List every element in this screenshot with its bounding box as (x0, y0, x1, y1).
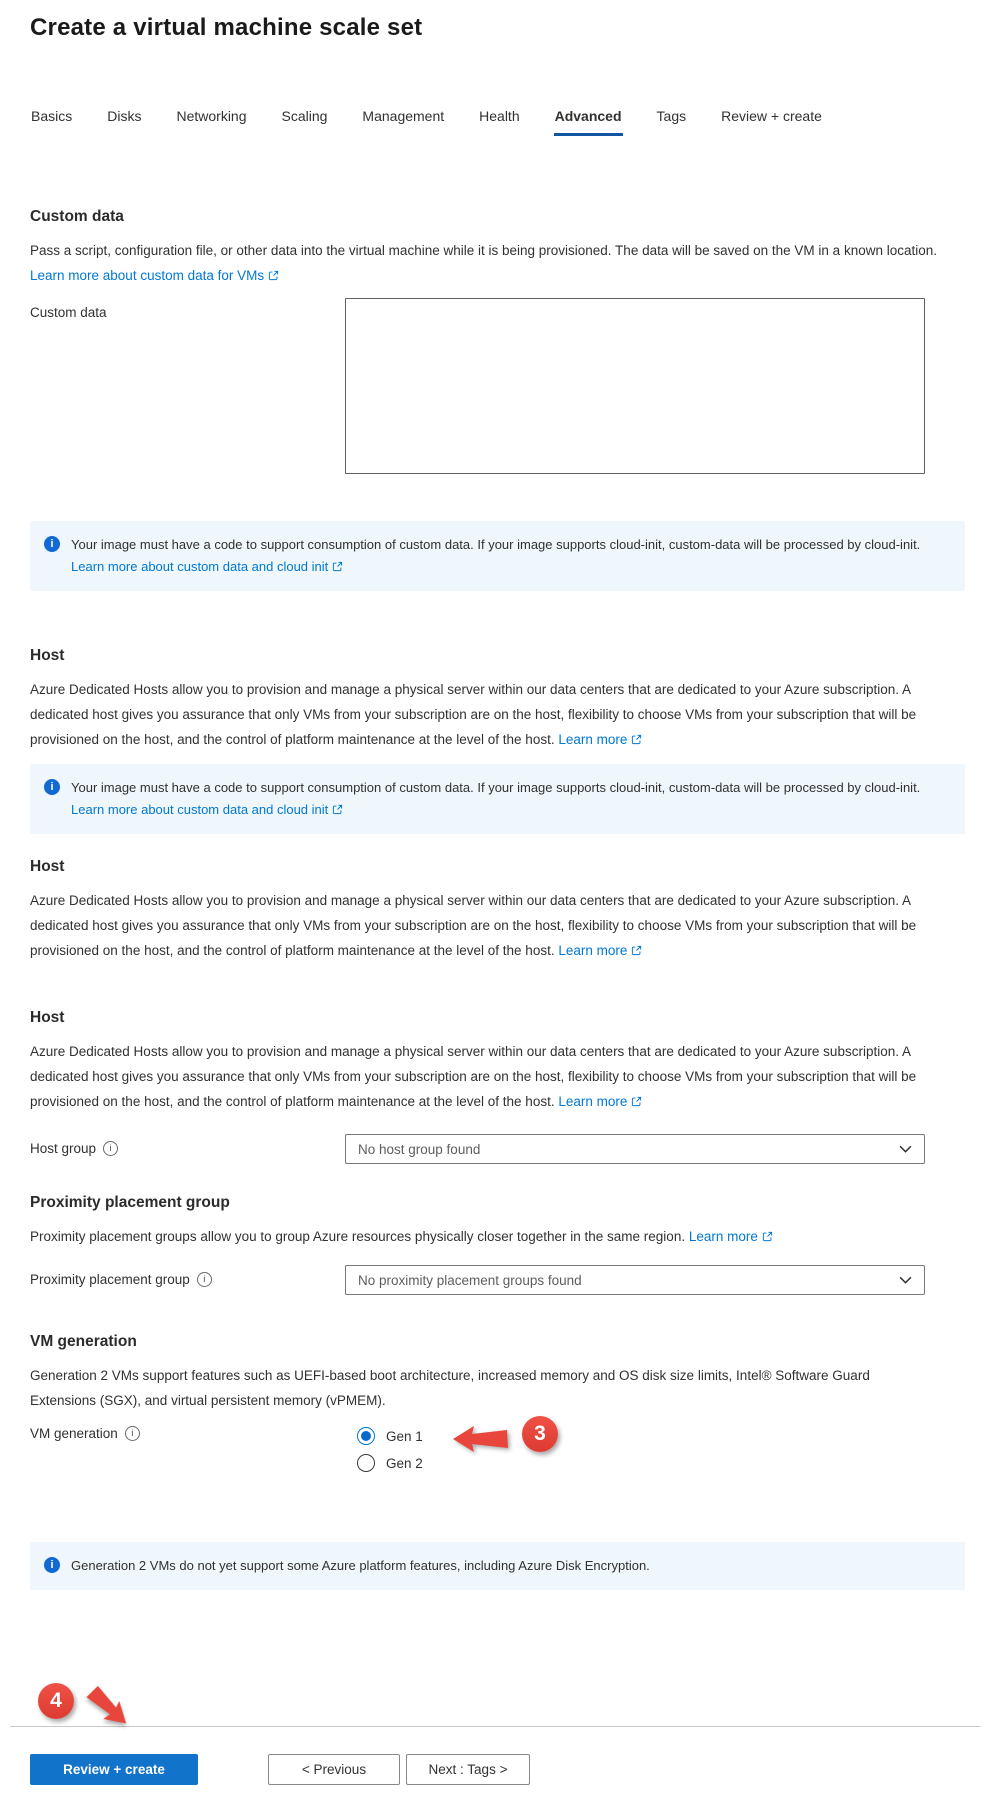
host-description-text: Azure Dedicated Hosts allow you to provision and manage a physical server within our data centers that are dedicated to your Azure subscription. A dedicated host gives you assurance that only VMs from your subscription are on the host, flexibility to choose VMs from your subscription that will be provisioned on the host, and the control of platform maintenance at the level of the host. (30, 1044, 917, 1109)
cloudinit-learn-more-link[interactable] (71, 559, 343, 574)
tab-disks[interactable]: Disks (107, 108, 142, 124)
custom-data-heading: Custom data (30, 208, 124, 225)
radio-gen2[interactable] (357, 1454, 925, 1472)
external-link-icon (631, 945, 642, 956)
host-description-2 (30, 888, 938, 963)
tab-scaling[interactable]: Scaling (281, 108, 328, 124)
annotation-step-3-badge: 3 (522, 1416, 558, 1452)
field-label-text: Custom data (30, 305, 107, 320)
radio-label: Gen 1 (386, 1428, 423, 1444)
banner-text: Generation 2 VMs do not yet support some Azure platform features, including Azure Disk Encryption. (71, 1558, 650, 1573)
tab-management[interactable]: Management (362, 108, 445, 124)
page-title: Create a virtual machine scale set (30, 14, 423, 41)
custom-data-description (30, 238, 938, 288)
field-label-text: VM generation (30, 1426, 118, 1441)
info-icon[interactable]: i (197, 1272, 212, 1287)
info-icon[interactable]: i (103, 1141, 118, 1156)
custom-data-description-text: Pass a script, configuration file, or other data into the virtual machine while it is being provisioned. The data will be saved on the VM in a known location. (30, 243, 937, 258)
link-label: Learn more (558, 732, 628, 747)
host-group-field-row (30, 1134, 965, 1164)
chevron-down-icon (899, 1145, 912, 1154)
previous-button[interactable]: < Previous (268, 1754, 400, 1785)
link-label: Learn more (688, 1229, 758, 1244)
banner-text-content: Your image must have a code to support consumption of custom data. If your image supports cloud-init, custom-data will be processed by cloud-init. (71, 780, 921, 795)
tab-health[interactable]: Health (479, 108, 520, 124)
proximity-description (30, 1224, 938, 1249)
cloudinit-info-banner-2 (30, 764, 965, 834)
host-group-label (30, 1134, 345, 1156)
external-link-icon (631, 734, 642, 745)
external-link-icon (332, 804, 343, 815)
radio-circle-selected-icon (357, 1427, 375, 1445)
cloudinit-learn-more-link-2[interactable] (71, 802, 343, 817)
field-label-text: Host group (30, 1141, 97, 1156)
info-icon: i (44, 779, 60, 795)
radio-label: Gen 2 (386, 1455, 423, 1471)
generation-info-banner (30, 1542, 965, 1590)
host-learn-more-link-1[interactable] (558, 732, 642, 747)
footer-buttons (30, 1754, 530, 1785)
link-label: Learn more about custom data for VMs (30, 268, 265, 283)
host-learn-more-link-2[interactable] (558, 943, 642, 958)
banner-text (71, 777, 931, 821)
tab-basics[interactable]: Basics (31, 108, 73, 124)
vm-generation-label (30, 1423, 345, 1441)
host-heading-1: Host (30, 647, 65, 664)
host-description-text: Azure Dedicated Hosts allow you to provision and manage a physical server within our data centers that are dedicated to your Azure subscription. A dedicated host gives you assurance that only VMs from your subscription are on the host, flexibility to choose VMs from your subscription that will be provisioned on the host, and the control of platform maintenance at the level of the host. (30, 893, 917, 958)
custom-data-field-label (30, 298, 345, 320)
chevron-down-icon (899, 1276, 912, 1285)
tab-tags[interactable]: Tags (656, 108, 687, 124)
proximity-learn-more-link[interactable] (689, 1229, 773, 1244)
custom-data-learn-more-link[interactable] (30, 268, 279, 283)
link-label: Learn more (558, 1094, 628, 1109)
external-link-icon (762, 1231, 773, 1242)
cloudinit-info-banner (30, 521, 965, 591)
vm-generation-heading: VM generation (30, 1333, 137, 1350)
vm-generation-description: Generation 2 VMs support features such as UEFI-based boot architecture, increased memory and OS disk size limits, Intel® Software Guard Extensions (SGX), and virtual persistent memory (vPMEM). (30, 1368, 870, 1408)
proximity-label (30, 1265, 345, 1287)
proximity-field-row (30, 1265, 965, 1295)
field-label-text: Proximity placement group (30, 1272, 190, 1287)
external-link-icon (268, 270, 279, 281)
info-icon: i (44, 1557, 60, 1573)
info-icon[interactable]: i (125, 1426, 140, 1441)
banner-text (71, 534, 931, 578)
footer-divider (10, 1726, 980, 1727)
proximity-heading: Proximity placement group (30, 1194, 230, 1211)
vm-generation-field-row (30, 1423, 965, 1472)
custom-data-field-row (30, 298, 965, 479)
link-label: Learn more (558, 943, 628, 958)
annotation-arrow-left-icon (451, 1424, 509, 1454)
proximity-dropdown[interactable] (345, 1265, 925, 1295)
external-link-icon (631, 1096, 642, 1107)
tab-review-create[interactable]: Review + create (721, 108, 822, 124)
host-learn-more-link-3[interactable] (558, 1094, 642, 1109)
dropdown-value: No host group found (358, 1141, 481, 1157)
host-heading-2: Host (30, 858, 65, 875)
host-description-3 (30, 1039, 938, 1114)
radio-circle-icon (357, 1454, 375, 1472)
host-group-dropdown[interactable] (345, 1134, 925, 1164)
external-link-icon (332, 561, 343, 572)
tab-advanced[interactable]: Advanced (554, 102, 623, 136)
proximity-description-text: Proximity placement groups allow you to group Azure resources physically closer together in the same region. (30, 1229, 686, 1244)
dropdown-value: No proximity placement groups found (358, 1272, 582, 1288)
link-label: Learn more about custom data and cloud init (71, 802, 329, 817)
host-description-1 (30, 677, 938, 752)
host-description-text: Azure Dedicated Hosts allow you to provision and manage a physical server within our data centers that are dedicated to your Azure subscription. A dedicated host gives you assurance that only VMs from your subscription are on the host, flexibility to choose VMs from your subscription that will be provisioned on the host, and the control of platform maintenance at the level of the host. (30, 682, 917, 747)
tab-networking[interactable]: Networking (176, 108, 247, 124)
vm-generation-radio-group (345, 1423, 925, 1472)
banner-text-content: Your image must have a code to support consumption of custom data. If your image supports cloud-init, custom-data will be processed by cloud-init. (71, 537, 921, 552)
custom-data-textarea[interactable] (345, 298, 925, 474)
info-icon: i (44, 536, 60, 552)
radio-gen1[interactable] (357, 1427, 925, 1445)
wizard-tabs (30, 102, 965, 136)
annotation-step-4-badge: 4 (38, 1683, 74, 1719)
next-tags-button[interactable]: Next : Tags > (406, 1754, 530, 1785)
review-create-button[interactable]: Review + create (30, 1754, 198, 1785)
link-label: Learn more about custom data and cloud init (71, 559, 329, 574)
host-heading-3: Host (30, 1009, 65, 1026)
